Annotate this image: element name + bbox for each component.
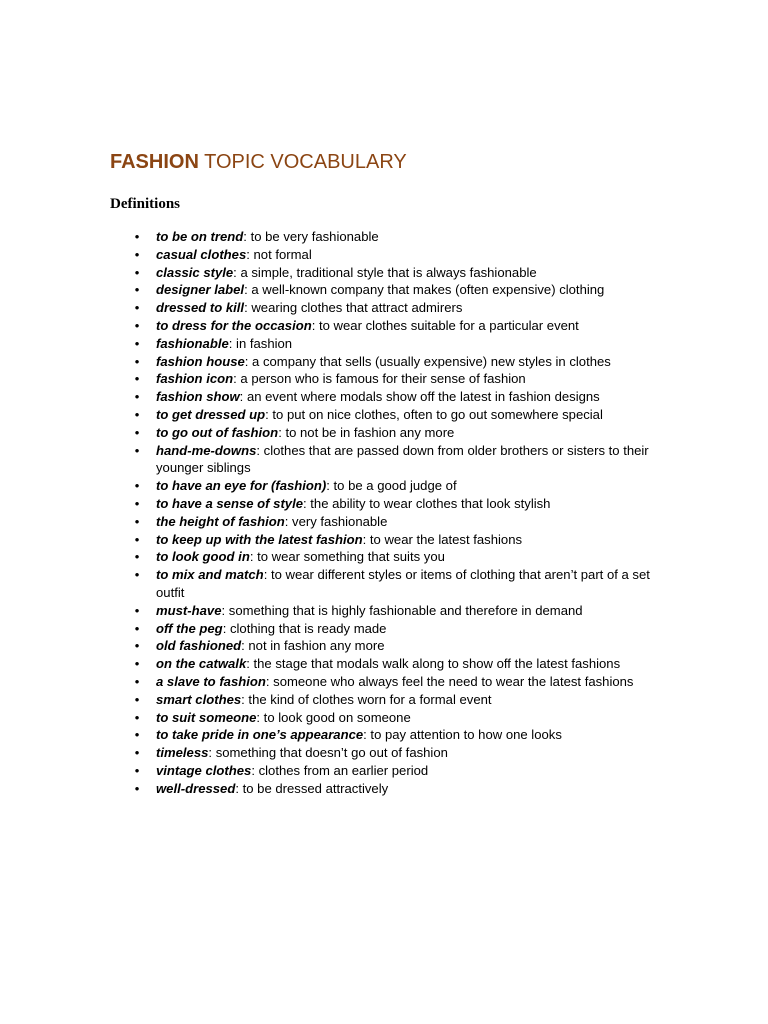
vocabulary-term: the height of fashion: [156, 513, 285, 529]
vocabulary-term: vintage clothes: [156, 762, 252, 778]
vocabulary-definition: : the ability to wear clothes that look stylish: [303, 495, 551, 511]
bullet-icon: •: [134, 531, 140, 547]
document-title: [110, 150, 407, 174]
vocabulary-term: a slave to fashion: [156, 673, 266, 689]
bullet-icon: •: [134, 513, 140, 529]
vocabulary-item: [134, 299, 656, 317]
bullet-icon: •: [134, 353, 140, 369]
vocabulary-item: [134, 335, 656, 353]
vocabulary-term: to mix and match: [156, 567, 264, 583]
vocabulary-term: to have a sense of style: [156, 495, 304, 511]
vocabulary-item: [134, 388, 656, 406]
vocabulary-term: old fashioned: [156, 638, 242, 654]
vocabulary-definition: : to wear the latest fashions: [362, 531, 523, 547]
vocabulary-item: [134, 442, 656, 478]
bullet-icon: •: [134, 246, 140, 262]
bullet-icon: •: [134, 620, 140, 636]
vocabulary-definition: : not formal: [246, 246, 312, 262]
vocabulary-item: [134, 655, 656, 673]
vocabulary-list: [134, 228, 656, 798]
vocabulary-definition: : wearing clothes that attract admirers: [244, 300, 463, 316]
bullet-icon: •: [134, 335, 140, 351]
vocabulary-item: [134, 424, 656, 442]
vocabulary-item: [134, 513, 656, 531]
bullet-icon: •: [134, 602, 140, 618]
vocabulary-definition: : a well-known company that makes (often expensive) clothing: [244, 282, 605, 298]
bullet-icon: •: [134, 424, 140, 440]
vocabulary-item: [134, 673, 656, 691]
vocabulary-definition: : to wear clothes suitable for a particular event: [311, 317, 579, 333]
vocabulary-term: designer label: [156, 282, 245, 298]
vocabulary-definition: : a simple, traditional style that is always fashionable: [233, 264, 537, 280]
vocabulary-item: [134, 495, 656, 513]
vocabulary-term: hand-me-downs: [156, 442, 257, 458]
vocabulary-definition: : in fashion: [228, 335, 293, 351]
vocabulary-term: to look good in: [156, 549, 250, 565]
bullet-icon: •: [134, 300, 140, 316]
bullet-icon: •: [134, 638, 140, 654]
vocabulary-definition: : to put on nice clothes, often to go out somewhere special: [265, 406, 603, 422]
bullet-icon: •: [134, 780, 140, 796]
vocabulary-term: timeless: [156, 745, 209, 761]
vocabulary-definition: : to not be in fashion any more: [278, 424, 455, 440]
bullet-icon: •: [134, 745, 140, 761]
vocabulary-term: to be on trend: [156, 229, 244, 244]
vocabulary-definition: : to wear different styles or items of clothing that aren’t part of a set outfit: [156, 567, 650, 600]
vocabulary-definition: : the kind of clothes worn for a formal event: [241, 691, 492, 707]
bullet-icon: •: [134, 371, 140, 387]
bullet-icon: •: [134, 709, 140, 725]
vocabulary-item: [134, 726, 656, 744]
vocabulary-term: to take pride in one’s appearance: [156, 727, 364, 743]
title-rest: TOPIC VOCABULARY: [198, 151, 407, 173]
bullet-icon: •: [134, 673, 140, 689]
vocabulary-item: [134, 317, 656, 335]
vocabulary-item: [134, 744, 656, 762]
bullet-icon: •: [134, 727, 140, 743]
vocabulary-definition: : the stage that modals walk along to show off the latest fashions: [246, 656, 621, 672]
vocabulary-item: [134, 531, 656, 549]
bullet-icon: •: [134, 691, 140, 707]
vocabulary-definition: : to be dressed attractively: [235, 780, 389, 796]
vocabulary-term: classic style: [156, 264, 234, 280]
bullet-icon: •: [134, 229, 140, 244]
vocabulary-definition: : clothing that is ready made: [222, 620, 387, 636]
vocabulary-definition: : an event where modals show off the latest in fashion designs: [239, 389, 600, 405]
vocabulary-definition: : something that doesn’t go out of fashion: [208, 745, 448, 761]
vocabulary-definition: : clothes that are passed down from older brothers or sisters to their younger siblings: [156, 442, 649, 476]
vocabulary-term: fashion show: [156, 389, 240, 405]
vocabulary-definition: : to look good on someone: [256, 709, 411, 725]
vocabulary-item: [134, 406, 656, 424]
vocabulary-definition: : to be a good judge of: [326, 478, 457, 494]
vocabulary-definition: : very fashionable: [284, 513, 388, 529]
vocabulary-term: to get dressed up: [156, 406, 266, 422]
vocabulary-item: [134, 762, 656, 780]
vocabulary-term: fashionable: [156, 335, 229, 351]
vocabulary-definition: : someone who always feel the need to wear the latest fashions: [265, 673, 634, 689]
vocabulary-item: [134, 228, 656, 246]
vocabulary-item: [134, 477, 656, 495]
vocabulary-term: to keep up with the latest fashion: [156, 531, 363, 547]
bullet-icon: •: [134, 656, 140, 672]
title-bold-word: FASHION: [110, 151, 199, 173]
definitions-heading: Definitions: [110, 196, 181, 212]
vocabulary-term: to dress for the occasion: [156, 317, 312, 333]
bullet-icon: •: [134, 389, 140, 405]
vocabulary-item: [134, 281, 656, 299]
bullet-icon: •: [134, 567, 140, 583]
bullet-icon: •: [134, 762, 140, 778]
vocabulary-item: [134, 353, 656, 371]
bullet-icon: •: [134, 495, 140, 511]
bullet-icon: •: [134, 549, 140, 565]
vocabulary-term: to suit someone: [156, 709, 257, 725]
vocabulary-item: [134, 602, 656, 620]
bullet-icon: •: [134, 264, 140, 280]
vocabulary-item: [134, 691, 656, 709]
bullet-icon: •: [134, 406, 140, 422]
vocabulary-term: to have an eye for (fashion): [156, 478, 327, 494]
vocabulary-term: casual clothes: [156, 246, 247, 262]
vocabulary-definition: : something that is highly fashionable and therefore in demand: [221, 602, 583, 618]
bullet-icon: •: [134, 282, 140, 298]
vocabulary-item: [134, 246, 656, 264]
vocabulary-term: fashion icon: [156, 371, 234, 387]
vocabulary-term: dressed to kill: [156, 300, 245, 316]
vocabulary-term: smart clothes: [156, 691, 242, 707]
vocabulary-item: [134, 370, 656, 388]
vocabulary-item: [134, 620, 656, 638]
vocabulary-definition: : not in fashion any more: [241, 638, 385, 654]
bullet-icon: •: [134, 317, 140, 333]
vocabulary-definition: : clothes from an earlier period: [251, 762, 429, 778]
vocabulary-term: fashion house: [156, 353, 245, 369]
vocabulary-term: to go out of fashion: [156, 424, 279, 440]
bullet-icon: •: [134, 478, 140, 494]
vocabulary-definition: : a company that sells (usually expensive) new styles in clothes: [244, 353, 611, 369]
vocabulary-item: [134, 709, 656, 727]
bullet-icon: •: [134, 442, 140, 458]
vocabulary-definition: : to pay attention to how one looks: [363, 727, 562, 743]
vocabulary-term: must-have: [156, 602, 222, 618]
vocabulary-definition: : to wear something that suits you: [249, 549, 445, 565]
vocabulary-definition: : a person who is famous for their sense of fashion: [233, 371, 526, 387]
vocabulary-item: [134, 780, 656, 798]
vocabulary-item: [134, 264, 656, 282]
vocabulary-item: [134, 637, 656, 655]
vocabulary-item: [134, 566, 656, 602]
vocabulary-term: well-dressed: [156, 780, 236, 796]
vocabulary-item: [134, 548, 656, 566]
vocabulary-term: off the peg: [156, 620, 223, 636]
vocabulary-definition: : to be very fashionable: [243, 229, 379, 244]
vocabulary-term: on the catwalk: [156, 656, 247, 672]
